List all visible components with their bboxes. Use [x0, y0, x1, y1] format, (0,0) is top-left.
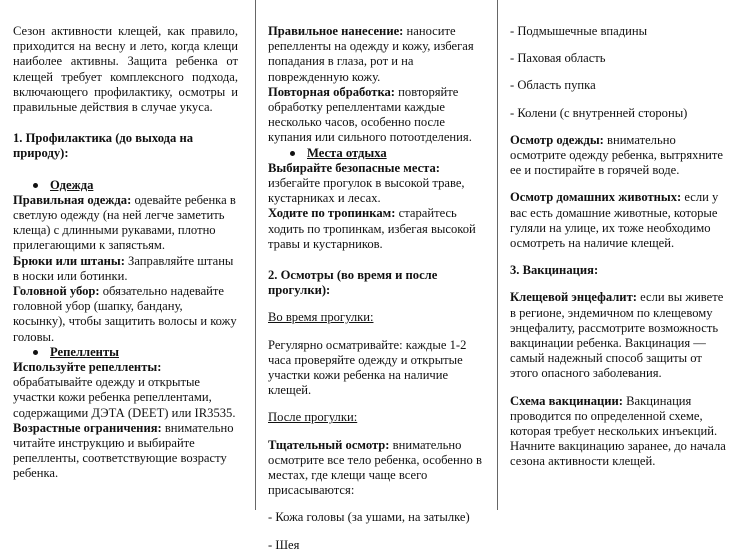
term-label: Головной убор:: [13, 284, 100, 299]
term-text: если вы живете в регионе, эндемичном по клещевому энцефалиту, рассмотрите возможность вакцинации ребенка. Вакцинация — самый надежный способ защиты от этого опасного заболевания.: [510, 290, 724, 381]
paragraph-apply: [268, 24, 490, 85]
term-label: Брюки или штаны:: [13, 253, 125, 268]
paragraph-hat: [13, 284, 238, 345]
term-label: Возрастные ограничения:: [13, 420, 162, 435]
bullet-icon: [33, 183, 38, 188]
term-text: избегайте прогулок в высокой траве, кустарниках и лесах.: [268, 176, 465, 206]
bullet-icon: [290, 151, 295, 156]
paragraph-safe-places: [268, 161, 490, 207]
term-label: Ходите по тропинкам:: [268, 206, 396, 221]
paragraph-vaccination-scheme: [510, 394, 728, 470]
term-label: Клещевой энцефалит:: [510, 290, 637, 305]
paragraph-pants: [13, 254, 238, 284]
subsection-places: [268, 146, 490, 161]
subheading-after-walk: После прогулки:: [268, 410, 358, 425]
intro-paragraph: Сезон активности клещей, как правило, приходится на весну и лето, когда клещи наиболее активны. Защита ребенка от клещей требует комплексного подхода, включающего профилактику, осмотры и правильные действия в случае укуса.: [13, 24, 238, 115]
section-title-inspections: 2. Осмотры (во время и после прогулки):: [268, 268, 438, 298]
paragraph-during-walk: Регулярно осматривайте: каждые 1-2 часа проверяйте одежду и открытые участки кожи ребенка на наличие клещей.: [268, 337, 467, 398]
term-label: Повторная обработка:: [268, 84, 396, 99]
list-item: - Шея: [268, 537, 300, 552]
list-item: - Область пупка: [510, 78, 596, 93]
subsection-title: Репелленты: [50, 344, 119, 359]
term-text: обязательно надевайте головной убор (шапку, бандану, косынку), чтобы защитить волосы и кожу головы.: [13, 284, 237, 344]
term-text: обрабатывайте одежду и открытые участки кожи ребенка репеллентами, содержащими ДЭТА (DEET) или IR3535.: [13, 375, 236, 420]
column-2: [268, 24, 490, 553]
paragraph-paths: [268, 206, 490, 252]
column-3: [510, 24, 728, 470]
paragraph-thorough-exam: [268, 438, 490, 499]
list-item: - Подмышечные впадины: [510, 24, 648, 38]
subsection-title: Места отдыха: [307, 145, 387, 160]
paragraph-use-repellents: [13, 360, 238, 421]
term-text: внимательно осмотрите одежду ребенка, вытряхните ее и постирайте в горячей воде.: [510, 132, 724, 178]
term-text: наносите репелленты на одежду и кожу, избегая попадания в глаза, рот и на поврежденную кожу.: [268, 24, 474, 84]
term-text: внимательно осмотрите все тело ребенка, особенно в местах, где клещи чаще всего присасываются:: [268, 437, 482, 498]
term-text: если у вас есть домашние животные, которые гуляли на улице, их тоже необходимо осмотреть на наличие клещей.: [510, 190, 719, 251]
term-label: Схема вакцинации:: [510, 393, 623, 408]
paragraph-clothes-check: [510, 133, 728, 179]
term-label: Правильная одежда:: [13, 192, 132, 207]
section-title-vaccination: 3. Вакцинация:: [510, 263, 599, 278]
bullet-icon: [33, 350, 38, 355]
list-item: - Кожа головы (за ушами, на затылке): [268, 510, 470, 525]
subsection-title: Одежда: [50, 177, 94, 192]
term-label: Правильное нанесение:: [268, 24, 404, 38]
paragraph-encephalitis: [510, 290, 728, 381]
term-label: Осмотр домашних животных:: [510, 190, 682, 205]
subheading-during-walk: Во время прогулки:: [268, 310, 374, 325]
term-label: Выбирайте безопасные места:: [268, 160, 440, 175]
subsection-repellents: [13, 345, 238, 360]
term-text: старайтесь ходить по тропинкам, избегая высокой травы и кустарников.: [268, 206, 476, 251]
term-text: Заправляйте штаны в носки или ботинки.: [13, 253, 234, 283]
term-label: Используйте репелленты:: [13, 360, 162, 375]
list-item: - Паховая область: [510, 51, 606, 66]
section-title-prevention: 1. Профилактика (до выхода на природу):: [13, 131, 193, 161]
paragraph-pets-check: [510, 190, 728, 251]
term-text: повторяйте обработку репеллентами каждые несколько часов, особенно после купания или сильного потоотделения.: [268, 84, 472, 145]
term-label: Осмотр одежды:: [510, 132, 604, 147]
term-text: внимательно читайте инструкцию и выбирайте репелленты, соответствующие возрасту ребенка.: [13, 420, 234, 481]
list-item: - Колени (с внутренней стороны): [510, 105, 688, 120]
column-divider: [497, 0, 498, 510]
paragraph-repeat: [268, 85, 490, 146]
paragraph-age-limits: [13, 421, 238, 482]
column-divider: [255, 0, 256, 510]
term-label: Тщательный осмотр:: [268, 437, 390, 452]
term-text: одевайте ребенка в светлую одежду (на ней легче заметить клеща) с длинными рукавами, плотно прилегающими к запястьям.: [13, 192, 236, 253]
subsection-clothing: [13, 178, 238, 193]
term-text: Вакцинация проводится по определенной схеме, которая требует нескольких инъекций. Начните вакцинацию заранее, до начала сезона активности клещей.: [510, 393, 726, 469]
paragraph-clothing: [13, 193, 238, 254]
column-1: [13, 24, 238, 482]
